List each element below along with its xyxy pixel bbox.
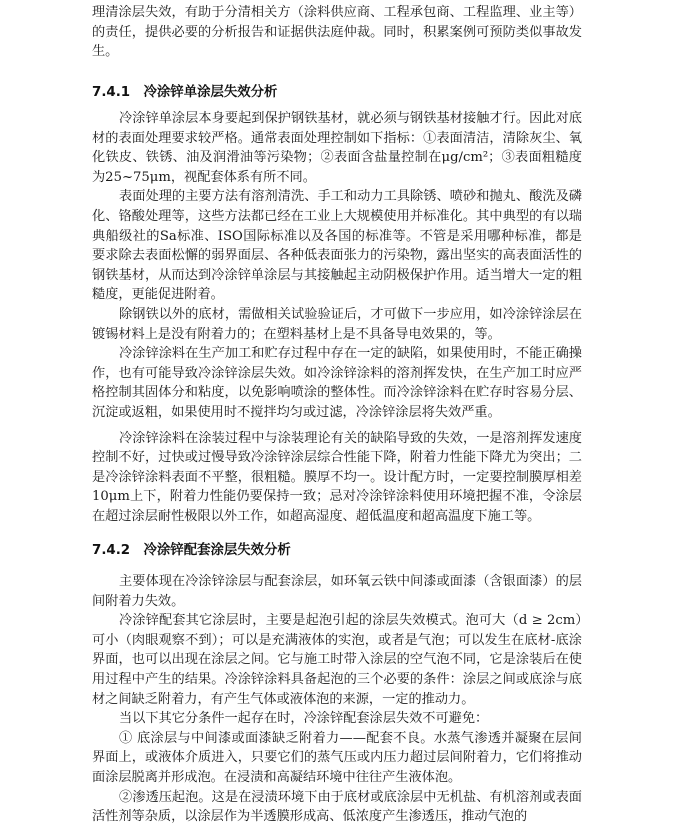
- paragraph: 冷涂锌涂料在生产加工和贮存过程中存在一定的缺陷，如果使用时，不能正确操作，也有可能导致冷涂锌涂层失效。如冷涂锌涂料的溶剂挥发快，在生产加工时应严格控制其固体分和粘度，以免影响喷涂的整体性。而冷涂锌涂料在贮存时容易分层、沉淀或返粗，如果使用时不搅拌均匀或过滤，冷涂锌涂层将失效严重。: [92, 346, 582, 420]
- paragraph: 主要体现在冷涂锌涂层与配套涂层，如环氧云铁中间漆或面漆（含银面漆）的层间附着力失效。: [92, 574, 582, 609]
- paragraph: 当以下其它分条件一起存在时，冷涂锌配套涂层失效不可避免：: [119, 711, 489, 727]
- paragraph: 除钢铁以外的底材，需做相关试验验证后，才可做下一步应用，如冷涂锌涂层在镀锡材料上是没有附着力的；在塑料基材上是不具备导电效果的，等。: [92, 306, 582, 342]
- list-item: ① 底涂层与中间漆或面漆缺乏附着力——配套不良。水蒸气渗透并凝聚在层间界面上，或液体介质进入，只要它们的蒸气压或内压力超过层间附着力，它们将推动面涂层脱离并形成泡。在浸渍和高凝结环境中往往产生液体泡。: [92, 730, 582, 785]
- section-heading-7-4-2: 7.4.2 冷涂锌配套涂层失效分析: [92, 543, 291, 558]
- section-7-4-1-body: [92, 109, 582, 526]
- list-item: ②渗透压起泡。这是在浸渍环境下由于底材或底涂层中无机盐、有机溶剂或表面活性剂等杂质，以涂层作为半透膜形成高、低浓度产生渗透压，推动气泡的: [92, 789, 582, 825]
- paragraph: 冷涂锌涂料在涂装过程中与涂装理论有关的缺陷导致的失效，一是溶剂挥发速度控制不好，过快或过慢导致冷涂锌涂层综合性能下降，附着力性能下降尤为突出；二是冷涂锌涂料表面不平整，很粗糙。膜厚不均一。设计配方时，一定要控制膜厚相差10μm上下，附着力性能仍要保持一致；忌对冷涂锌涂料使用环境把握不准，令涂层在超过涂层耐性极限以外工作，如超高湿度、超低温度和超高温度下施工等。: [92, 430, 582, 524]
- paragraph: 冷涂锌单涂层本身要起到保护钢铁基材，就必须与钢铁基材接触才行。因此对底材的表面处理要求较严格。通常表面处理控制如下指标：①表面清洁，清除灰尘、氧化铁皮、铁锈、油及润滑油等污染物；②表面含盐量控制在μg/cm²；③表面粗糙度为25~75μm，视配套体系有所不同。: [92, 111, 582, 185]
- paragraph: 冷涂锌配套其它涂层时，主要是起泡引起的涂层失效模式。泡可大（d ≥ 2cm）可小（肉眼观察不到）；可以是充满液体的实泡，或者是气泡；可以发生在底材-底涂界面，也可以出现在涂层之间。它与施工时带入涂层的空气泡不同，它是涂装后在使用过程中产生的结果。冷涂锌涂料具备起泡的三个必要的条件：涂层之间或底涂与底材之间缺乏附着力，有产生气体或液体泡的来源，一定的推动力。: [92, 613, 582, 707]
- intro-paragraph: [92, 3, 582, 62]
- intro-text: 理清涂层失效，有助于分清相关方（涂料供应商、工程承包商、工程监理、业主等）的责任，提供必要的分析报告和证据供法庭仲裁。同时，积累案例可预防类似事故发生。: [92, 5, 582, 60]
- paragraph: 表面处理的主要方法有溶剂清洗、手工和动力工具除锈、喷砂和抛丸、酸洗及磷化、铬酸处理等，这些方法都已经在工业上大规模使用并标准化。其中典型的有以瑞典船级社的Sa标准、ISO国际标准以及各国的标准等。不管是采用哪种标准，都是要求除去表面松懈的弱界面层、各种低表面张力的污染物，露出坚实的高表面活性的钢铁基材，从而达到冷涂锌单涂层与其接触起主动阴极保护作用。适当增大一定的粗糙度，更能促进附着。: [92, 189, 582, 303]
- section-7-4-2-body: [92, 572, 582, 827]
- section-heading-7-4-1: 7.4.1 冷涂锌单涂层失效分析: [92, 85, 278, 100]
